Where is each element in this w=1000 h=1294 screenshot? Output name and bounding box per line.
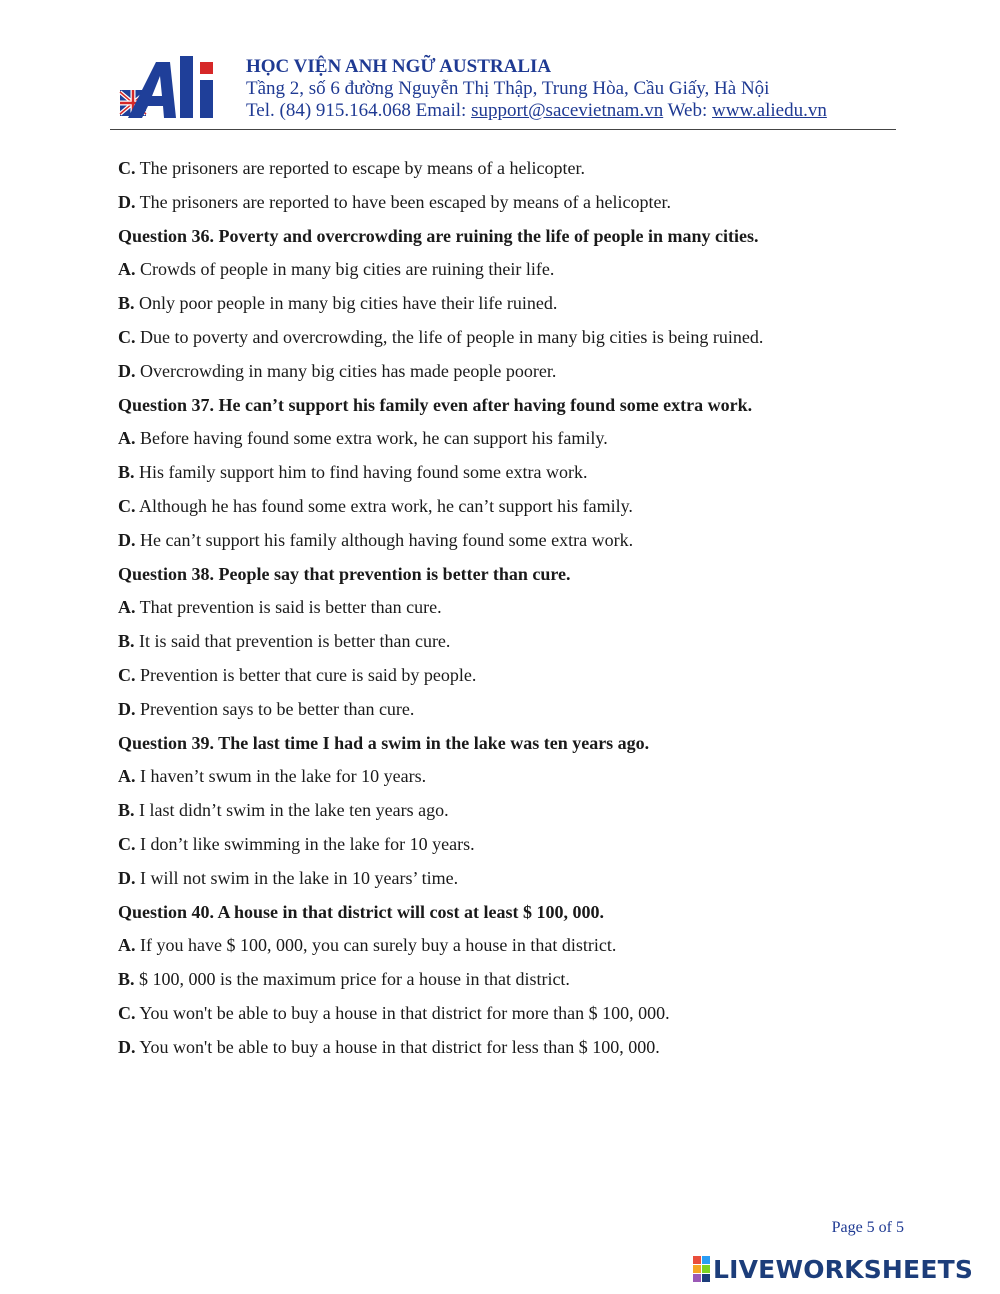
option-text: He can’t support his family although having found some extra work.: [135, 529, 634, 550]
answer-option: [118, 762, 898, 796]
liveworksheets-watermark: [693, 1254, 973, 1284]
option-label: D.: [118, 191, 136, 212]
email-link[interactable]: support@sacevietnam.vn: [471, 100, 664, 121]
question-stem: Question 36. Poverty and overcrowding are ruining the life of people in many cities.: [118, 225, 759, 246]
answer-option: [118, 323, 898, 357]
option-text: The prisoners are reported to have been escaped by means of a helicopter.: [135, 191, 671, 212]
logo-letter-l: [180, 56, 193, 118]
option-text: Prevention says to be better than cure.: [135, 698, 415, 719]
answer-option: [118, 424, 898, 458]
answer-option: [118, 458, 898, 492]
option-label: B.: [118, 800, 135, 821]
web-label: Web:: [663, 100, 712, 121]
answer-option: [118, 695, 898, 729]
option-text: The prisoners are reported to escape by means of a helicopter.: [135, 158, 585, 178]
option-text: If you have $ 100, 000, you can surely buy a house in that district.: [135, 935, 617, 956]
header-text: [246, 56, 827, 122]
option-text: I haven’t swum in the lake for 10 years.: [135, 766, 427, 787]
document-header: [110, 44, 896, 130]
option-label: A.: [118, 597, 136, 618]
answer-option: [118, 188, 898, 222]
option-label: B.: [118, 462, 135, 483]
option-label: C.: [118, 326, 136, 347]
logo-letter-i-stem: [200, 80, 213, 118]
option-label: C.: [118, 833, 136, 854]
logo-letter-i-dot: [200, 62, 213, 74]
option-label: A.: [118, 259, 136, 280]
option-label: D.: [118, 360, 136, 381]
question-stem: Question 39. The last time I had a swim in the lake was ten years ago.: [118, 732, 650, 753]
option-text: You won't be able to buy a house in that district for more than $ 100, 000.: [135, 1002, 670, 1023]
option-text: Only poor people in many big cities have their life ruined.: [134, 293, 558, 314]
answer-option: [118, 931, 898, 965]
question-stem: Question 38. People say that prevention is better than cure.: [118, 563, 571, 584]
option-label: B.: [118, 293, 135, 314]
answer-option: [118, 796, 898, 830]
option-label: D.: [118, 1036, 136, 1057]
option-text: That prevention is said is better than cure.: [135, 597, 442, 618]
answer-option: [118, 492, 898, 526]
option-label: A.: [118, 935, 136, 956]
tel-label: Tel. (84) 915.164.068 Email:: [246, 100, 472, 121]
contact-line: [246, 100, 827, 122]
option-text: It is said that prevention is better than cure.: [134, 631, 451, 652]
option-label: B.: [118, 631, 135, 652]
answer-option: [118, 830, 898, 864]
header-divider: [110, 129, 896, 130]
option-text: You won't be able to buy a house in that district for less than $ 100, 000.: [135, 1036, 660, 1057]
option-label: C.: [118, 158, 136, 178]
option-label: B.: [118, 969, 135, 990]
option-label: A.: [118, 766, 136, 787]
option-text: I don’t like swimming in the lake for 10 years.: [135, 833, 475, 854]
page-number: Page 5 of 5: [831, 1219, 904, 1236]
option-label: D.: [118, 698, 136, 719]
answer-option: [118, 154, 898, 188]
ali-logo: [118, 52, 230, 122]
option-text: Prevention is better that cure is said by people.: [135, 664, 477, 685]
option-text: I will not swim in the lake in 10 years’ time.: [135, 867, 459, 888]
answer-option: [118, 526, 898, 560]
answer-option: [118, 357, 898, 391]
institute-address: Tầng 2, số 6 đường Nguyễn Thị Thập, Trung Hòa, Cầu Giấy, Hà Nội: [246, 78, 770, 99]
answer-option: [118, 999, 898, 1033]
answer-option: [118, 965, 898, 999]
option-text: $ 100, 000 is the maximum price for a house in that district.: [134, 969, 570, 990]
option-label: C.: [118, 664, 136, 685]
liveworksheets-text: LIVEWORKSHEETS: [713, 1254, 974, 1284]
liveworksheets-icon: [693, 1256, 710, 1282]
answer-option: [118, 627, 898, 661]
answer-option: [118, 593, 898, 627]
option-label: D.: [118, 867, 136, 888]
answer-option: [118, 255, 898, 289]
option-label: C.: [118, 1002, 136, 1023]
option-text: Due to poverty and overcrowding, the life of people in many big cities is being ruined.: [135, 326, 764, 347]
question-stem: Question 40. A house in that district will cost at least $ 100, 000.: [118, 901, 605, 922]
website-link[interactable]: www.aliedu.vn: [712, 100, 827, 121]
option-text: Crowds of people in many big cities are ruining their life.: [135, 259, 555, 280]
answer-option: [118, 1033, 898, 1067]
option-label: A.: [118, 428, 136, 449]
institute-name: HỌC VIỆN ANH NGỮ AUSTRALIA: [246, 56, 552, 77]
exercise-content: [118, 154, 898, 1067]
option-text: Overcrowding in many big cities has made people poorer.: [135, 360, 557, 381]
option-label: C.: [118, 495, 136, 516]
question-stem: Question 37. He can’t support his family even after having found some extra work.: [118, 394, 753, 415]
answer-option: [118, 661, 898, 695]
answer-option: [118, 289, 898, 323]
option-text: His family support him to find having found some extra work.: [134, 462, 588, 483]
answer-option: [118, 864, 898, 898]
option-text: I last didn’t swim in the lake ten years ago.: [134, 800, 449, 821]
option-text: Before having found some extra work, he can support his family.: [135, 428, 608, 449]
option-text: Although he has found some extra work, he can’t support his family.: [135, 495, 633, 516]
option-label: D.: [118, 529, 136, 550]
